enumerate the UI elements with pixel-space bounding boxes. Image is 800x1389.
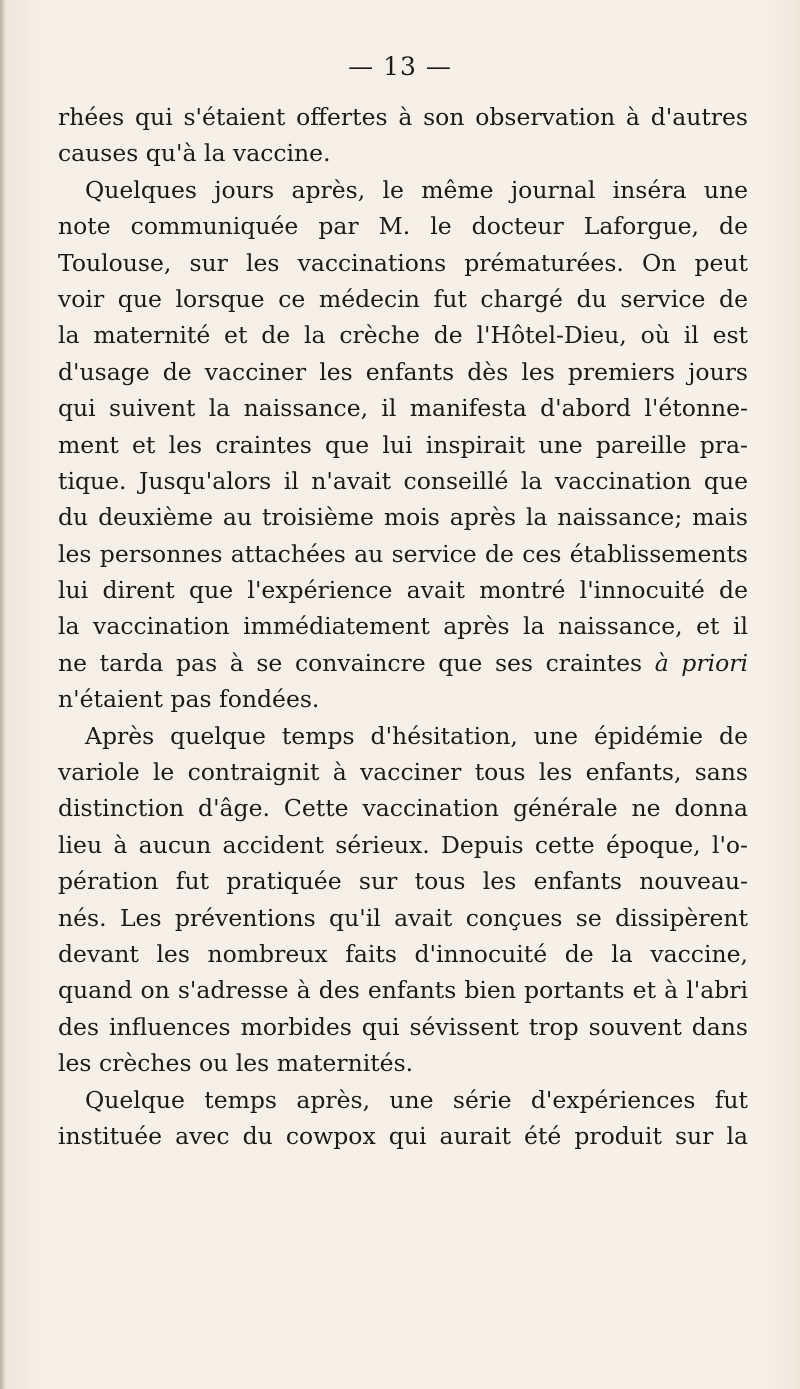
text-line: distinction d'âge. Cette vaccination générale ne donna (58, 794, 748, 823)
text-line: ne tarda pas à se convaincre que ses craintes (58, 648, 643, 677)
text-line: instituée avec du cowpox qui aurait été produit sur la (58, 1121, 748, 1150)
text-line: la maternité et de la crèche de l'Hôtel-Dieu, où il est (58, 321, 748, 350)
page-number: — 13 — (348, 52, 452, 81)
text-line: note communiquée par M. le docteur Laforgue, de (58, 212, 748, 241)
text-line: qui suivent la naissance, il manifesta d'abord l'étonne- (58, 394, 748, 423)
text-line: des influences morbides qui sévissent trop souvent dans (58, 1012, 748, 1041)
text-line: lieu à aucun accident sérieux. Depuis cette époque, l'o- (58, 830, 748, 859)
text-line: nés. Les préventions qu'il avait conçues se dissipèrent (58, 903, 748, 932)
text-line: rhées qui s'étaient offertes à son observation à d'autres (58, 103, 748, 131)
text-line: causes qu'à la vaccine. (58, 139, 331, 168)
text-line: Après quelque temps d'hésitation, une épidémie de (85, 721, 748, 750)
text-line: ment et les craintes que lui inspirait une pareille pra- (58, 430, 748, 459)
page-spine-shadow (0, 0, 6, 1389)
text-line: les crèches ou les maternités. (58, 1049, 414, 1078)
text-line: Toulouse, sur les vaccinations prématurées. On peut (58, 248, 748, 277)
text-line: lui dirent que l'expérience avait montré l'innocuité de (58, 576, 748, 605)
text-line: Quelque temps après, une série d'expériences fut (85, 1085, 748, 1114)
text-line: voir que lorsque ce médecin fut chargé du service de (58, 284, 748, 313)
text-line: du deuxième au troisième mois après la naissance; mais (58, 503, 748, 532)
text-line: Quelques jours après, le même journal inséra une (85, 175, 748, 204)
text-line: n'étaient pas fondées. (58, 685, 320, 714)
text-line: quand on s'adresse à des enfants bien portants et à l'abri (58, 976, 748, 1005)
text-line: la vaccination immédiatement après la naissance, et il (58, 612, 748, 641)
text-line: pération fut pratiquée sur tous les enfants nouveau- (58, 867, 748, 896)
text-line: tique. Jusqu'alors il n'avait conseillé la vaccination que (58, 466, 748, 495)
text-line: les personnes attachées au service de ces établissements (58, 539, 748, 568)
text-line: d'usage de vacciner les enfants dès les premiers jours (58, 357, 748, 386)
italic-phrase: à priori (654, 648, 749, 677)
body-text (58, 99, 748, 1154)
text-line: variole le contraignit à vacciner tous les enfants, sans (58, 758, 748, 787)
text-line: devant les nombreux faits d'innocuité de la vaccine, (58, 939, 748, 968)
text-line-with-italic (58, 645, 748, 681)
